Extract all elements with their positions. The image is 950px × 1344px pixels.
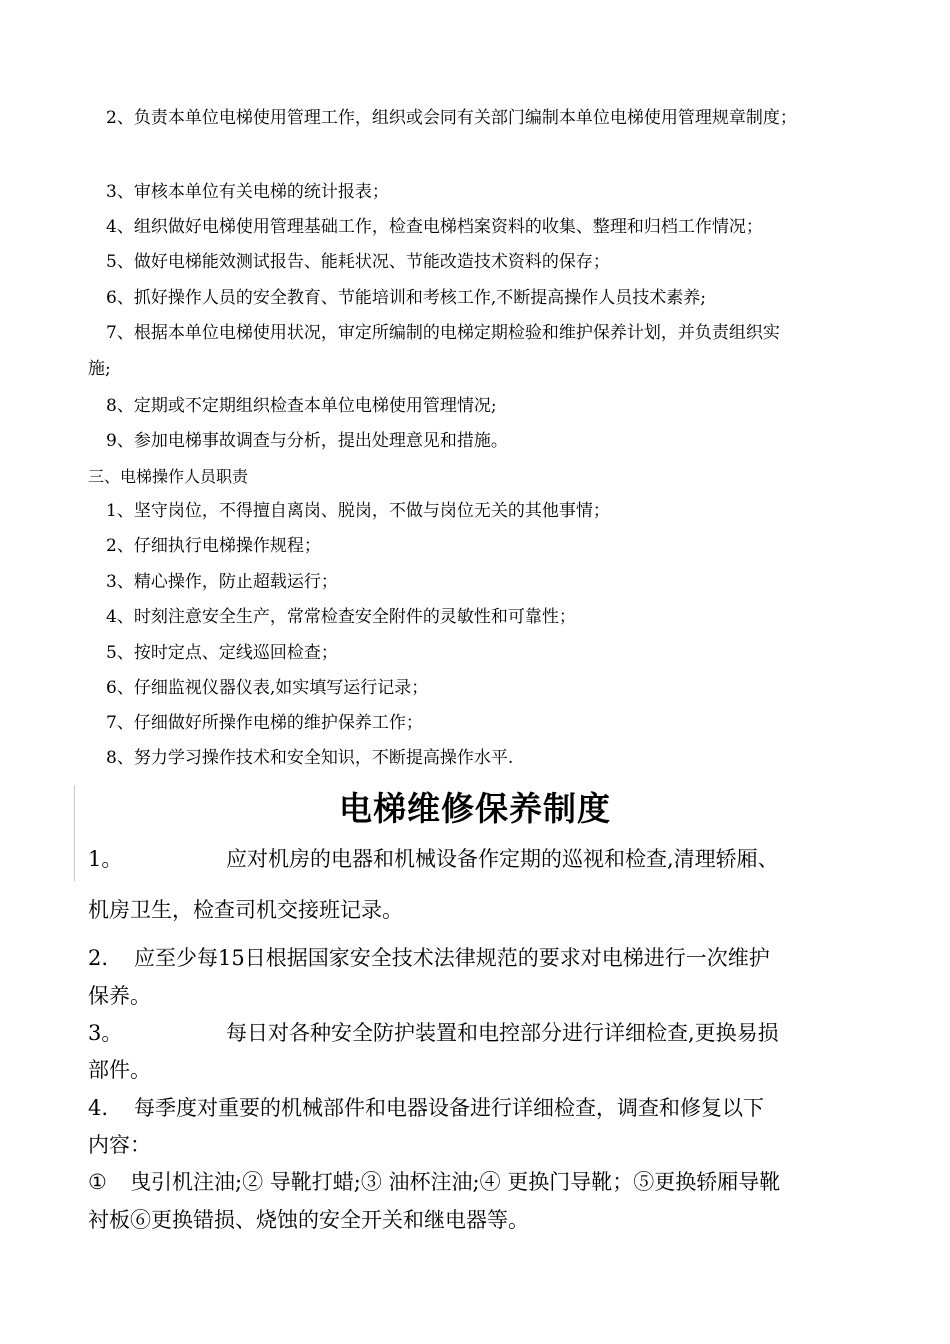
maint-item-4-cont: 内容： bbox=[88, 1133, 151, 1157]
maint-item-2-cont: 保养。 bbox=[88, 984, 151, 1008]
operator-item-1: 1、坚守岗位，不得擅自离岗、脱岗，不做与岗位无关的其他事情； bbox=[106, 501, 610, 521]
operator-section-title: 三、电梯操作人员职责 bbox=[88, 467, 249, 486]
operator-item-2: 2、仔细执行电梯操作规程； bbox=[106, 536, 321, 556]
maint-item-5-cont: 衬板⑥更换错损、烧蚀的安全开关和继电器等。 bbox=[88, 1208, 529, 1232]
maint-item-3-text: 每日对各种安全防护装置和电控部分进行详细检查,更换易损 bbox=[226, 1021, 779, 1045]
duty-item-9: 9、参加电梯事故调查与分析，提出处理意见和措施。 bbox=[106, 431, 508, 451]
maint-item-3-cont: 部件。 bbox=[88, 1058, 151, 1082]
maint-item-1-text: 应对机房的电器和机械设备作定期的巡视和检查,清理轿厢、 bbox=[226, 847, 779, 871]
maint-item-5-text: 曳引机注油;② 导靴打蜡;③ 油杯注油;④ 更换门导靴；⑤更换轿厢导靴 bbox=[130, 1170, 781, 1194]
operator-item-5: 5、按时定点、定线巡回检查； bbox=[106, 643, 338, 663]
operator-item-8: 8、努力学习操作技术和安全知识，不断提高操作水平. bbox=[106, 748, 514, 768]
maint-item-1-cont: 机房卫生，检查司机交接班记录。 bbox=[88, 898, 403, 922]
maint-item-2-text: 应至少每15日根据国家安全技术法律规范的要求对电梯进行一次维护 bbox=[134, 946, 770, 970]
maint-item-4-text: 每季度对重要的机械部件和电器设备进行详细检查，调查和修复以下 bbox=[134, 1096, 764, 1120]
maintenance-title: 电梯维修保养制度 bbox=[339, 789, 611, 828]
duty-item-3: 3、审核本单位有关电梯的统计报表； bbox=[106, 182, 389, 202]
duty-item-8: 8、定期或不定期组织检查本单位电梯使用管理情况; bbox=[106, 396, 497, 416]
maint-item-5-num: ① bbox=[88, 1170, 107, 1194]
duty-item-7: 7、根据本单位电梯使用状况，审定所编制的电梯定期检验和维护保养计划，并负责组织实 bbox=[106, 323, 780, 343]
operator-item-3: 3、精心操作，防止超载运行； bbox=[106, 572, 338, 592]
operator-item-6: 6、仔细监视仪器仪表,如实填写运行记录； bbox=[106, 678, 429, 698]
maint-item-1-num: 1。 bbox=[88, 847, 123, 871]
operator-item-7: 7、仔细做好所操作电梯的维护保养工作； bbox=[106, 713, 423, 733]
operator-item-4: 4、时刻注意安全生产，常常检查安全附件的灵敏性和可靠性； bbox=[106, 607, 576, 627]
maint-item-2-num: 2. bbox=[88, 946, 109, 970]
maint-item-3-num: 3。 bbox=[88, 1021, 123, 1045]
duty-item-6: 6、抓好操作人员的安全教育、节能培训和考核工作,不断提高操作人员技术素养; bbox=[106, 288, 706, 308]
maint-item-4-num: 4. bbox=[88, 1096, 109, 1120]
duty-item-7-cont: 施; bbox=[88, 359, 111, 379]
duty-item-2: 2、负责本单位电梯使用管理工作，组织或会同有关部门编制本单位电梯使用管理规章制度； bbox=[106, 108, 797, 128]
duty-item-4: 4、组织做好电梯使用管理基础工作，检查电梯档案资料的收集、整理和归档工作情况； bbox=[106, 217, 763, 237]
duty-item-5: 5、做好电梯能效测试报告、能耗状况、节能改造技术资料的保存； bbox=[106, 252, 610, 272]
